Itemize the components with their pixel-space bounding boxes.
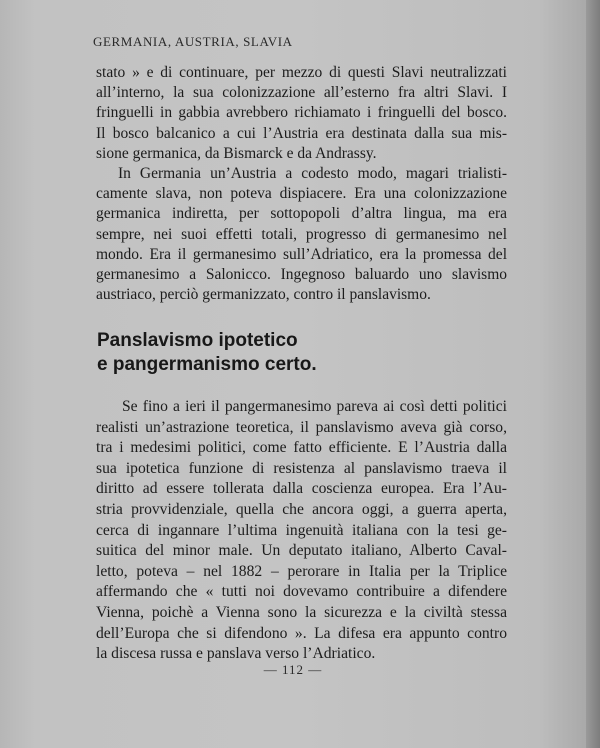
- heading-line: e pangermanismo certo.: [97, 354, 317, 375]
- text-line: germanesimo a Salonicco. Ingegnoso baluardo uno slavismo: [96, 266, 507, 284]
- paragraph-3: [96, 397, 507, 665]
- text-line: In Germania un’Austria a codesto modo, magari trialisti-: [118, 165, 507, 182]
- text-line: austriaco, perciò germanizzato, contro il panslavismo.: [96, 286, 431, 304]
- page-edge: [586, 0, 600, 748]
- heading-line: Panslavismo ipotetico: [97, 330, 298, 351]
- text-line: sempre, nei suoi effetti totali, progresso di germanesimo nel: [96, 225, 507, 243]
- text-line: sione germanica, da Bismarck e da Andrassy.: [96, 144, 377, 162]
- page-number: — 112 —: [263, 662, 323, 677]
- text-line: suitica del minor male. Un deputato italiano, Alberto Caval-: [96, 542, 507, 560]
- paragraph-2: [96, 164, 507, 305]
- text-line: realisti un’astrazione teoretica, il panslavismo aveva già corso,: [96, 418, 507, 436]
- text-line: la discesa russa e panslava verso l’Adriatico.: [96, 645, 376, 663]
- text-line: germanica indiretta, per sottopopoli d’altra lingua, ma era: [96, 205, 507, 223]
- text-line: sua ipotetica funzione di resistenza al panslavismo traeva il: [96, 459, 507, 477]
- paragraph-1: [96, 63, 507, 164]
- text-line: dell’Europa che si difendono ». La difesa era appunto contro: [96, 624, 507, 642]
- running-head: GERMANIA, AUSTRIA, SLAVIA: [93, 34, 293, 49]
- text-line: affermando che « tutti noi dovevamo contribuire a difendere: [96, 583, 507, 601]
- text-line: tra i medesimi politici, come fatto efficiente. E l’Austria dalla: [96, 439, 507, 457]
- text-line: Il bosco balcanico a cui l’Austria era destinata dalla sua mis-: [96, 124, 507, 142]
- text-line: letto, poteva – nel 1882 – perorare in Italia per la Triplice: [96, 562, 507, 580]
- text-line: fringuelli in gabbia avrebbero richiamato i fringuelli del bosco.: [96, 104, 507, 122]
- text-line: camente slava, non poteva dispiacere. Era una colonizzazione: [96, 185, 507, 203]
- text-line: stato » e di continuare, per mezzo di questi Slavi neutralizzati: [96, 64, 507, 81]
- text-line: Se fino a ieri il pangermanesimo pareva ai così detti politici: [122, 398, 507, 415]
- text-line: stria provvidenziale, quella che ancora oggi, a guerra aperta,: [96, 500, 507, 518]
- text-line: cerca di ingannare l’ultima ingenuità italiana con la tesi ge-: [96, 521, 507, 539]
- text-line: Vienna, poichè a Vienna sono la sicurezza e la civiltà stessa: [96, 603, 507, 621]
- text-line: diritto ad essere tollerata dalla coscienza europea. Era l’Au-: [96, 480, 507, 498]
- text-line: mondo. Era il germanesimo sull’Adriatico, era la promessa del: [96, 245, 507, 263]
- text-line: all’interno, la sua colonizzazione all’esterno fra altri Slavi. I: [96, 84, 507, 102]
- section-heading: [97, 329, 317, 377]
